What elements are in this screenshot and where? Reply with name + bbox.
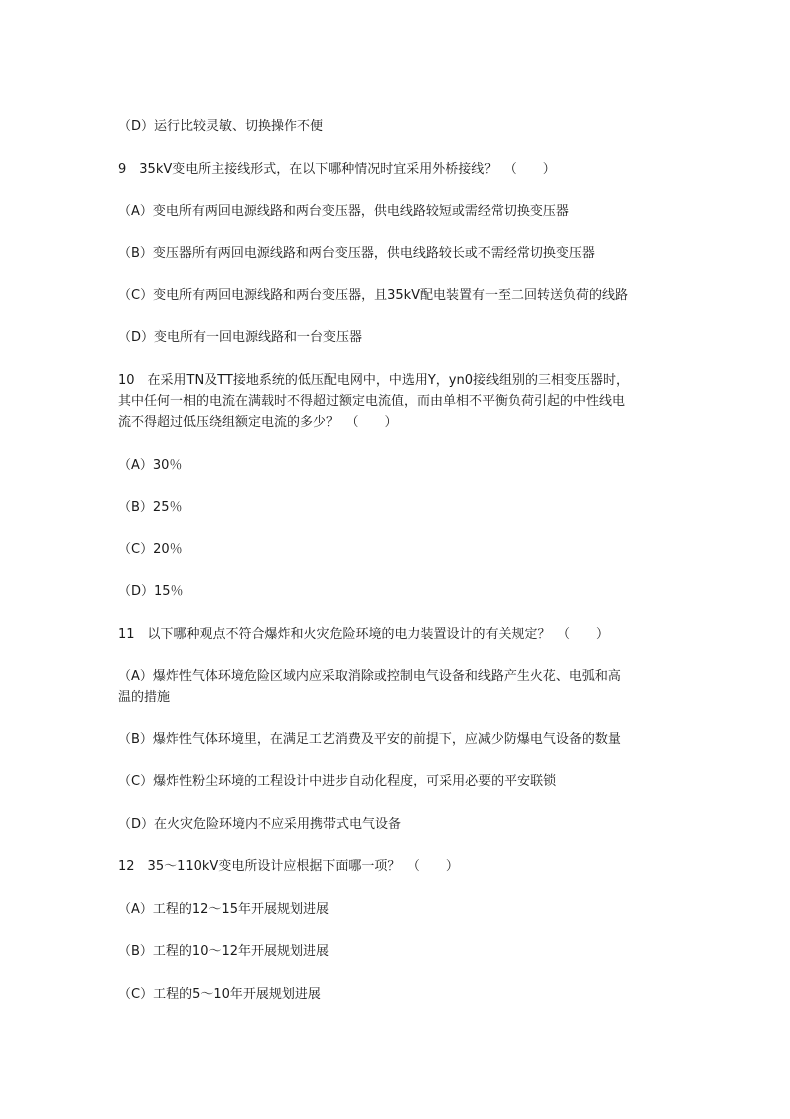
question-10-line-1: 10 在采用TN及TT接地系统的低压配电网中，中选用Y，yn0接线组别的三相变压器时， (118, 373, 630, 388)
option-a-q12: （A）工程的12～15年开展规划进展 (118, 902, 329, 917)
question-12: 12 35～110kV变电所设计应根据下面哪一项？ （ ） (118, 859, 459, 874)
question-9: 9 35kV变电所主接线形式，在以下哪种情况时宜采用外桥接线？ （ ） (118, 162, 556, 177)
option-c-q10: （C）20％ (118, 542, 183, 557)
option-c-q11: （C）爆炸性粉尘环境的工程设计中进步自动化程度，可采用必要的平安联锁 (118, 774, 557, 789)
option-d-q8: （D）运行比较灵敏、切换操作不便 (118, 119, 324, 134)
question-10-line-2: 其中任何一相的电流在满载时不得超过额定电流值，而由单相不平衡负荷引起的中性线电 (118, 394, 626, 409)
option-b-q10: （B）25％ (118, 500, 183, 515)
option-a-q10: （A）30％ (118, 458, 183, 473)
option-a-q11-line-1: （A）爆炸性气体环境危险区域内应采取消除或控制电气设备和线路产生火花、电弧和高 (118, 669, 621, 684)
question-11: 11 以下哪种观点不符合爆炸和火灾危险环境的电力装置设计的有关规定？ （ ） (118, 627, 610, 642)
option-b-q12: （B）工程的10～12年开展规划进展 (118, 944, 330, 959)
option-d-q10: （D）15％ (118, 584, 184, 599)
option-a-q11-line-2: 温的措施 (118, 690, 171, 705)
option-b-q9: （B）变压器所有两回电源线路和两台变压器，供电线路较长或不需经常切换变压器 (118, 246, 595, 261)
question-10-line-3: 流不得超过低压绕组额定电流的多少？ （ ） (118, 415, 398, 430)
option-d-q9: （D）变电所有一回电源线路和一台变压器 (118, 330, 363, 345)
option-a-q9: （A）变电所有两回电源线路和两台变压器，供电线路较短或需经常切换变压器 (118, 204, 569, 219)
option-b-q11: （B）爆炸性气体环境里，在满足工艺消费及平安的前提下，应减少防爆电气设备的数量 (118, 732, 621, 747)
option-c-q9: （C）变电所有两回电源线路和两台变压器，且35kV配电装置有一至二回转送负荷的线路 (118, 288, 629, 303)
option-d-q11: （D）在火灾危险环境内不应采用携带式电气设备 (118, 817, 402, 832)
option-c-q12: （C）工程的5～10年开展规划进展 (118, 987, 321, 1002)
